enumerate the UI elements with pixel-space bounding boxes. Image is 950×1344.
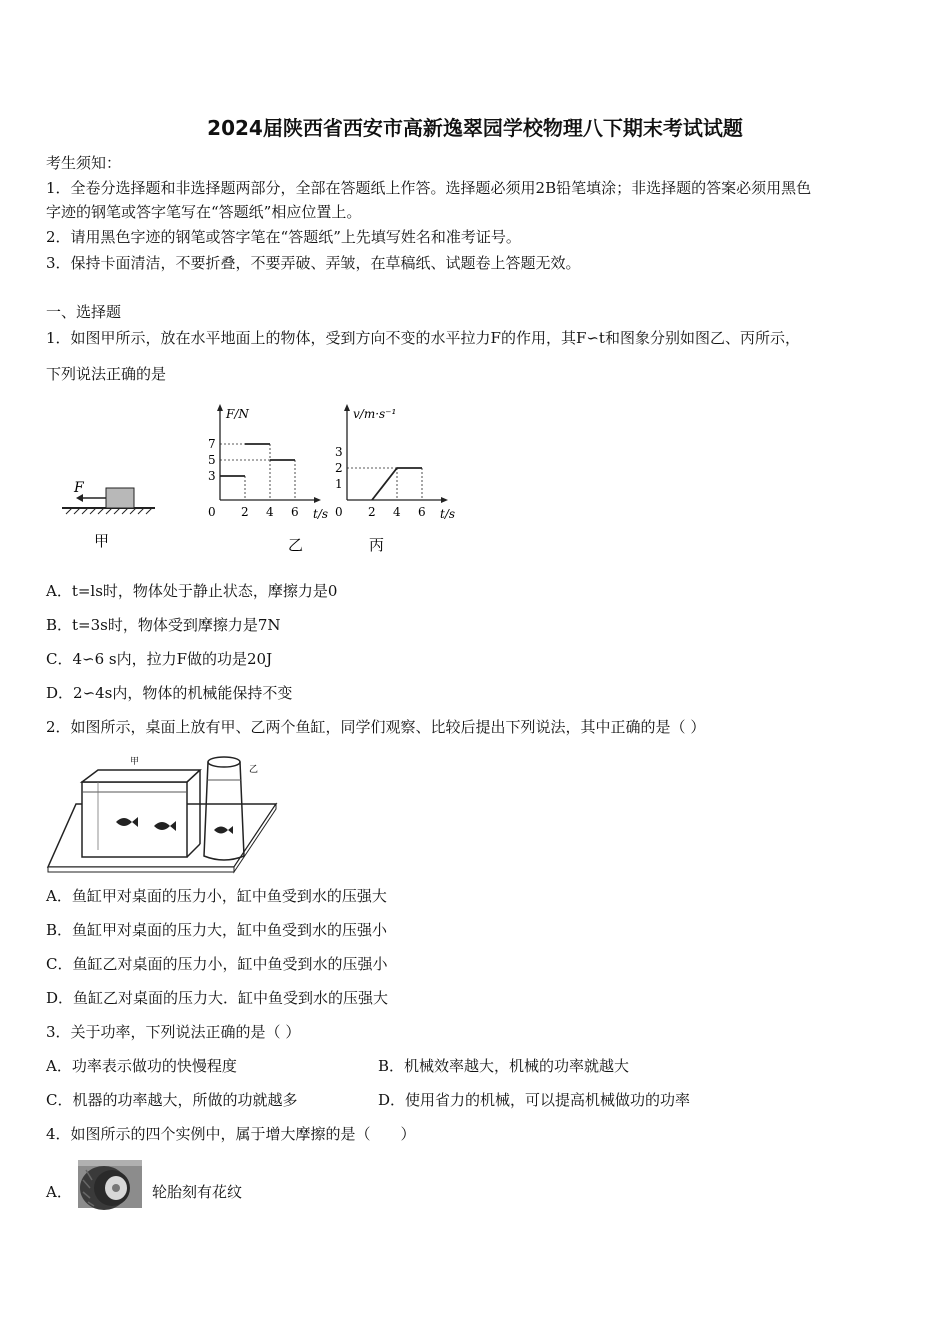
table-edge <box>48 867 234 872</box>
yi-x-arrow <box>314 497 321 503</box>
q2-option-d: D．鱼缸乙对桌面的压力大．缸中鱼受到水的压强大 <box>46 989 389 1007</box>
bing-ytick: 2 <box>335 461 343 475</box>
q4-option-a-text: 轮胎刻有花纹 <box>152 1183 243 1201</box>
graph-yi-plot <box>208 404 328 521</box>
graph-bing-plot <box>335 404 455 521</box>
q3-option-b: B．机械效率越大，机械的功率就越大 <box>378 1057 630 1075</box>
yi-ytick: 3 <box>208 469 216 483</box>
q3-option-d: D．使用省力的机械，可以提高机械做功的功率 <box>378 1091 691 1109</box>
yi-xlabel: t/s <box>313 507 329 521</box>
notice-heading: 考生须知： <box>46 154 122 172</box>
question-3-stem: 3．关于功率，下列说法正确的是（ ） <box>46 1023 301 1041</box>
bing-xtick: 4 <box>393 505 401 519</box>
tire-image <box>78 1160 142 1208</box>
notice-item: 3．保持卡面清洁，不要折叠，不要弄破、弄皱，在草稿纸、试题卷上答题无效。 <box>46 254 581 272</box>
bing-ylabel: v/m·s⁻¹ <box>353 407 397 421</box>
bing-xlabel: t/s <box>440 507 456 521</box>
tire-icon <box>78 1160 142 1208</box>
bing-y-arrow <box>344 404 350 411</box>
yi-xtick: 0 <box>208 505 216 519</box>
notice-item: 字迹的钢笔或答字笔写在“答题纸”相应位置上。 <box>46 203 362 221</box>
q2-option-b: B．鱼缸甲对桌面的压力大，缸中鱼受到水的压强小 <box>46 921 388 939</box>
bing-xtick: 2 <box>368 505 376 519</box>
tank-jia <box>82 770 200 857</box>
yi-y-arrow <box>217 404 223 411</box>
q1-option-a: A．t=ls时，物体处于静止状态，摩擦力是0 <box>46 582 338 600</box>
q2-option-c: C．鱼缸乙对桌面的压力小，缸中鱼受到水的压强小 <box>46 955 388 973</box>
yi-ytick: 5 <box>208 453 216 467</box>
notice-item: 1．全卷分选择题和非选择题两部分，全部在答题纸上作答。选择题必须用2B铅笔填涂；非选择题的答案必须用黑色 <box>46 179 812 197</box>
bing-xtick: 6 <box>418 505 426 519</box>
figure-fish-tanks <box>44 752 284 874</box>
yi-xtick: 4 <box>266 505 274 519</box>
yi-xtick: 2 <box>241 505 249 519</box>
page-title: 2024届陕西省西安市高新逸翠园学校物理八下期末考试试题 <box>207 116 743 140</box>
q1-option-b: B．t=3s时，物体受到摩擦力是7N <box>46 616 281 634</box>
q4-option-a-letter: A． <box>46 1183 72 1201</box>
q1-option-d: D．2∽4s内，物体的机械能保持不变 <box>46 684 293 702</box>
q3-option-a: A．功率表示做功的快慢程度 <box>46 1057 237 1075</box>
question-1-stem-cont: 下列说法正确的是 <box>46 365 167 383</box>
question-4-stem: 4．如图所示的四个实例中，属于增大摩擦的是（ ） <box>46 1125 416 1143</box>
tank-yi-label: 乙 <box>249 765 259 775</box>
yi-ylabel: F/N <box>226 407 249 421</box>
caption-yi: 乙 <box>288 536 304 554</box>
tank-jia-label: 甲 <box>130 757 140 767</box>
bing-ytick: 1 <box>335 477 343 491</box>
figure-jia <box>60 470 160 550</box>
caption-jia: 甲 <box>94 532 110 550</box>
question-1-stem: 1．如图甲所示，放在水平地面上的物体，受到方向不变的水平拉力F的作用，其F∽t和图象分别如图乙、丙所示， <box>46 329 800 347</box>
graph-yi <box>180 400 329 555</box>
bing-ytick: 3 <box>335 445 343 459</box>
q2-option-a: A．鱼缸甲对桌面的压力小，缸中鱼受到水的压强大 <box>46 887 387 905</box>
q1-option-c: C．4∽6 s内，拉力F做的功是20J <box>46 650 273 668</box>
force-label: F <box>74 480 84 496</box>
graph-bing <box>325 400 460 555</box>
yi-xtick: 6 <box>291 505 299 519</box>
section-heading: 一、选择题 <box>46 303 122 321</box>
bing-x-arrow <box>441 497 448 503</box>
q3-option-c: C．机器的功率越大，所做的功就越多 <box>46 1091 298 1109</box>
block <box>106 488 134 508</box>
question-2-stem: 2．如图所示，桌面上放有甲、乙两个鱼缸，同学们观察、比较后提出下列说法，其中正确的是（ ） <box>46 718 706 736</box>
caption-bing: 丙 <box>369 536 385 554</box>
yi-ytick: 7 <box>208 437 216 451</box>
bing-xtick: 0 <box>335 505 343 519</box>
notice-item: 2．请用黑色字迹的钢笔或答字笔在“答题纸”上先填写姓名和准考证号。 <box>46 228 521 246</box>
